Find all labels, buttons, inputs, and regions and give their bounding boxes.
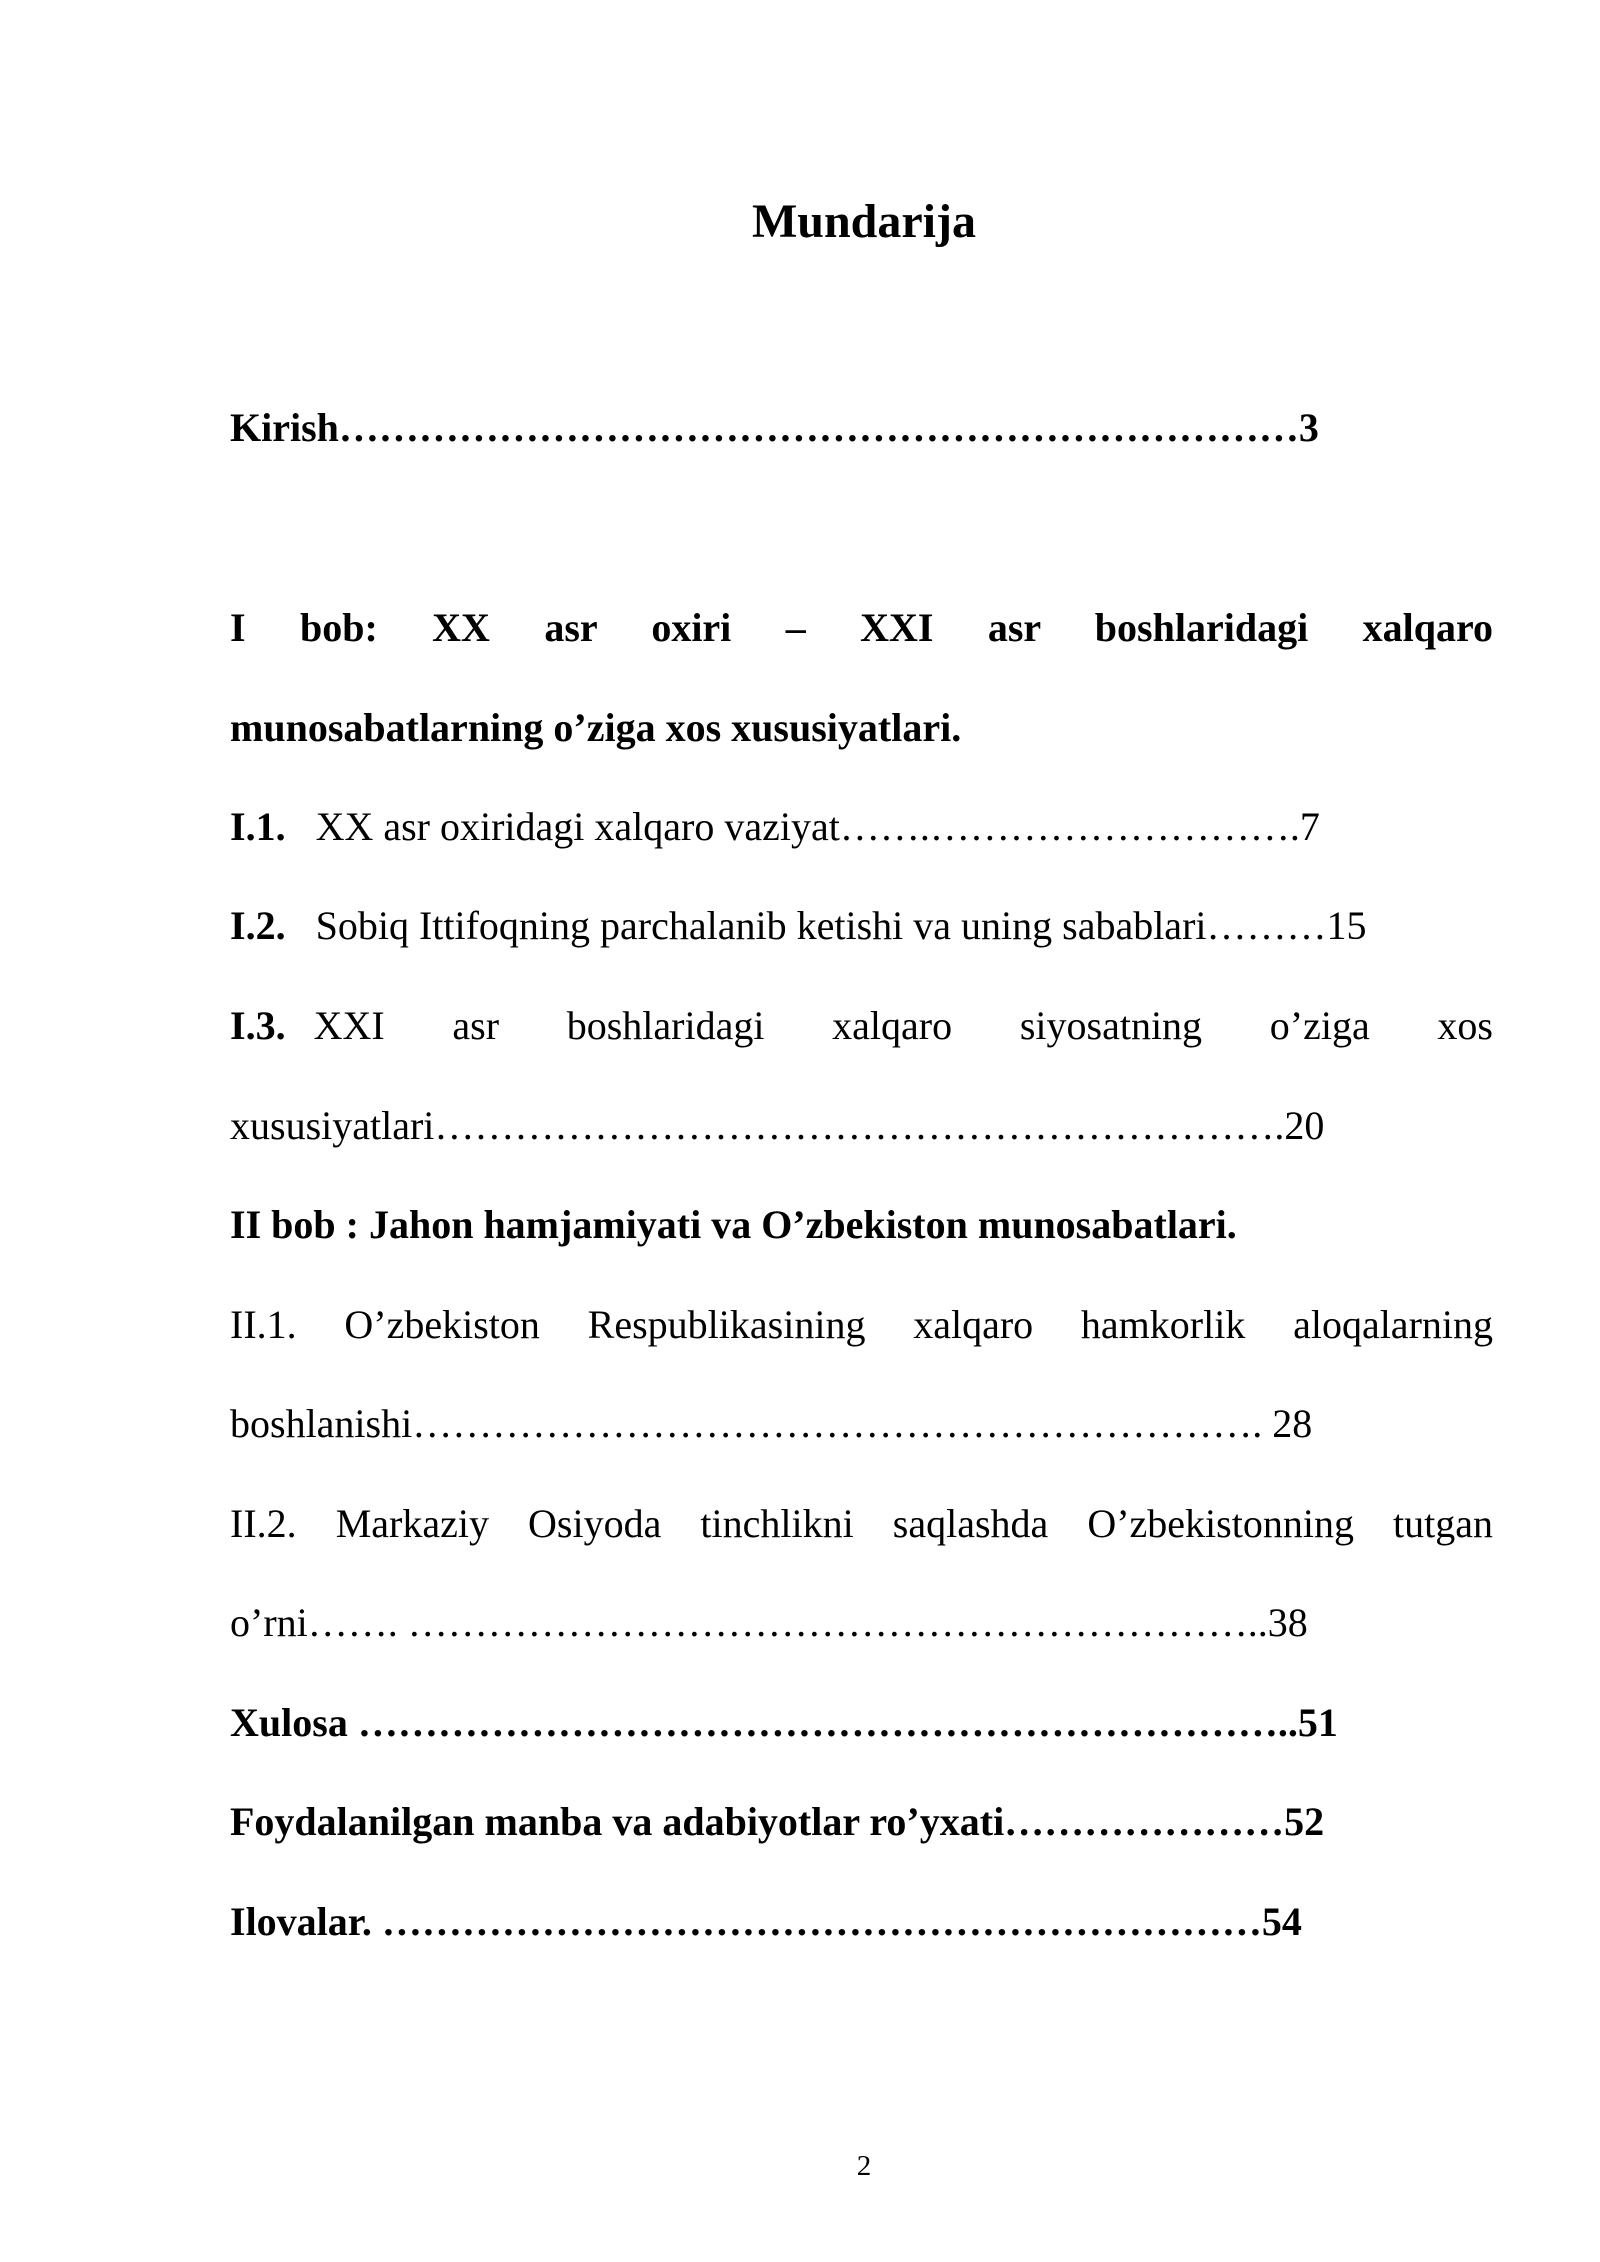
toc-entry-xulosa: Xulosa ……………………………………………………………..51 <box>230 1700 1338 1745</box>
toc-section-text: XXI asr boshlaridagi xalqaro siyosatning o’ziga xos <box>313 1003 1493 1048</box>
toc-entry-foydalanilgan: Foydalanilgan manba va adabiyotlar ro’yxati…………………52 <box>230 1799 1325 1844</box>
toc-section-1-1 <box>230 801 1493 853</box>
page-title: Mundarija <box>751 195 976 248</box>
toc-section-1-3-line-2: xususiyatlari……………………………………………………….20 <box>230 1103 1325 1148</box>
page-number: 2 <box>856 2150 872 2182</box>
toc-entry-ilovalar: Ilovalar. …………………………………………………………54 <box>230 1899 1302 1944</box>
toc-section-2-2-line-2: o’rni……. ………………………………………………………..38 <box>230 1600 1308 1645</box>
toc-section-text: Sobiq Ittifoqning parchalanib ketishi va uning sabablari………15 <box>315 903 1367 948</box>
toc-chapter-1-line-1: I bob: XX asr oxiri – XXI asr boshlaridagi xalqaro <box>230 605 1493 650</box>
toc-section-1-3-line-1 <box>230 1000 1493 1052</box>
toc-section-2-1-line-2: boshlanishi………………………………………………………. 28 <box>230 1401 1313 1446</box>
toc-section-number: I.3. <box>230 1003 286 1048</box>
toc-chapter-1-line-2: munosabatlarning o’ziga xos xususiyatlari. <box>230 705 962 750</box>
toc-chapter-2: II bob : Jahon hamjamiyati va O’zbekiston munosabatlari. <box>230 1202 1237 1247</box>
toc-section-text: XX asr oxiridagi xalqaro vaziyat…….……………………….7 <box>315 804 1320 849</box>
toc-section-2-2-line-1: II.2. Markaziy Osiyoda tinchlikni saqlashda O’zbekistonning tutgan <box>230 1501 1493 1546</box>
toc-entry-kirish: Kirish………………………………………………………………3 <box>230 405 1319 450</box>
toc-section-number: I.2. <box>230 903 286 948</box>
toc-section-1-2 <box>230 900 1493 952</box>
toc-section-2-1-line-1: II.1. O’zbekiston Respublikasining xalqaro hamkorlik aloqalarning <box>230 1302 1493 1347</box>
toc-section-number: I.1. <box>230 804 286 849</box>
